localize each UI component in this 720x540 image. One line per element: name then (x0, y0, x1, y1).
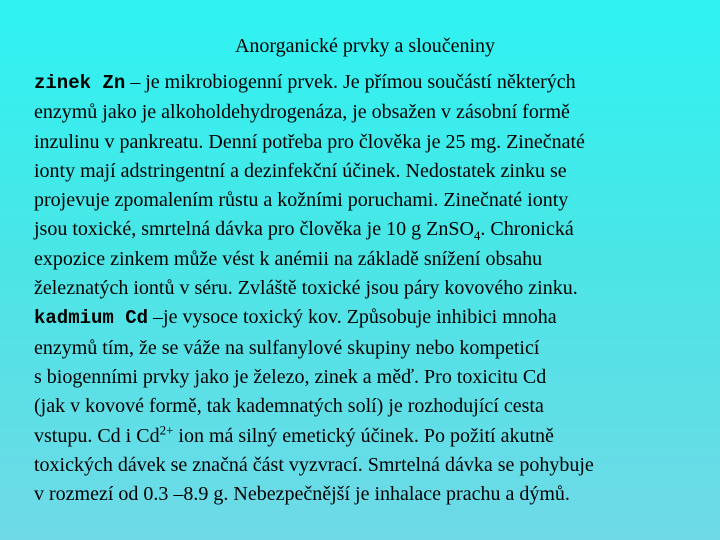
cadmium-term: kadmium Cd (34, 307, 149, 330)
zinc-line-6-end: . Chronická (480, 218, 574, 241)
zinc-line-2: enzymů jako je alkoholdehydrogenáza, je obsažen v zásobní formě (34, 101, 570, 124)
zinc-line-7: expozice zinkem může vést k anémii na základě snížení obsahu (34, 247, 543, 270)
zinc-line-6 (34, 215, 714, 244)
cadmium-ion-superscript: 2+ (159, 421, 174, 437)
cadmium-line-5-end: ion má silný emetický účinek. Po požití akutně (173, 424, 554, 447)
zinc-line-8: železnatých iontů v séru. Zvláště toxické jsou páry kovového zinku. (34, 277, 578, 300)
slide-title: Anorganické prvky a sloučeniny (234, 35, 496, 57)
zinc-line-6-text: jsou toxické, smrtelná dávka pro člověka je 10 g ZnSO (34, 218, 474, 241)
zinc-term: zinek Zn (34, 72, 126, 94)
slide-body (34, 68, 714, 509)
zinc-line-1 (34, 68, 714, 98)
cadmium-line-6: toxických dávek se značná část vyzvrací. Smrtelná dávka se pohybuje (34, 453, 594, 476)
zinc-line-1-text: – je mikrobiogenní prvek. Je přímou součástí některých (125, 71, 576, 93)
cadmium-line-5-text: vstupu. Cd i Cd (34, 424, 160, 447)
cadmium-line-1-text: –je vysoce toxický kov. Způsobuje inhibici mnoha (148, 306, 557, 329)
cadmium-line-5 (34, 422, 714, 451)
zinc-line-3: inzulinu v pankreatu. Denní potřeba pro člověka je 25 mg. Zinečnaté (34, 130, 585, 153)
cadmium-line-3: s biogenními prvky jako je železo, zinek a měď. Pro toxicitu Cd (34, 365, 547, 388)
cadmium-line-7: v rozmezí od 0.3 –8.9 g. Nebezpečnější je inhalace prachu a dýmů. (34, 483, 570, 506)
cadmium-line-1 (34, 303, 714, 333)
zinc-line-5: projevuje zpomalením růstu a kožními poruchami. Zinečnaté ionty (34, 189, 569, 212)
zinc-line-4: ionty mají adstringentní a dezinfekční účinek. Nedostatek zinku se (34, 159, 567, 182)
cadmium-line-4: (jak v kovové formě, tak kademnatých solí) je rozhodující cesta (34, 395, 544, 418)
zinc-sulfate-subscript: 4 (473, 228, 481, 244)
cadmium-line-2: enzymů tím, že se váže na sulfanylové skupiny nebo kompeticí (34, 336, 540, 359)
